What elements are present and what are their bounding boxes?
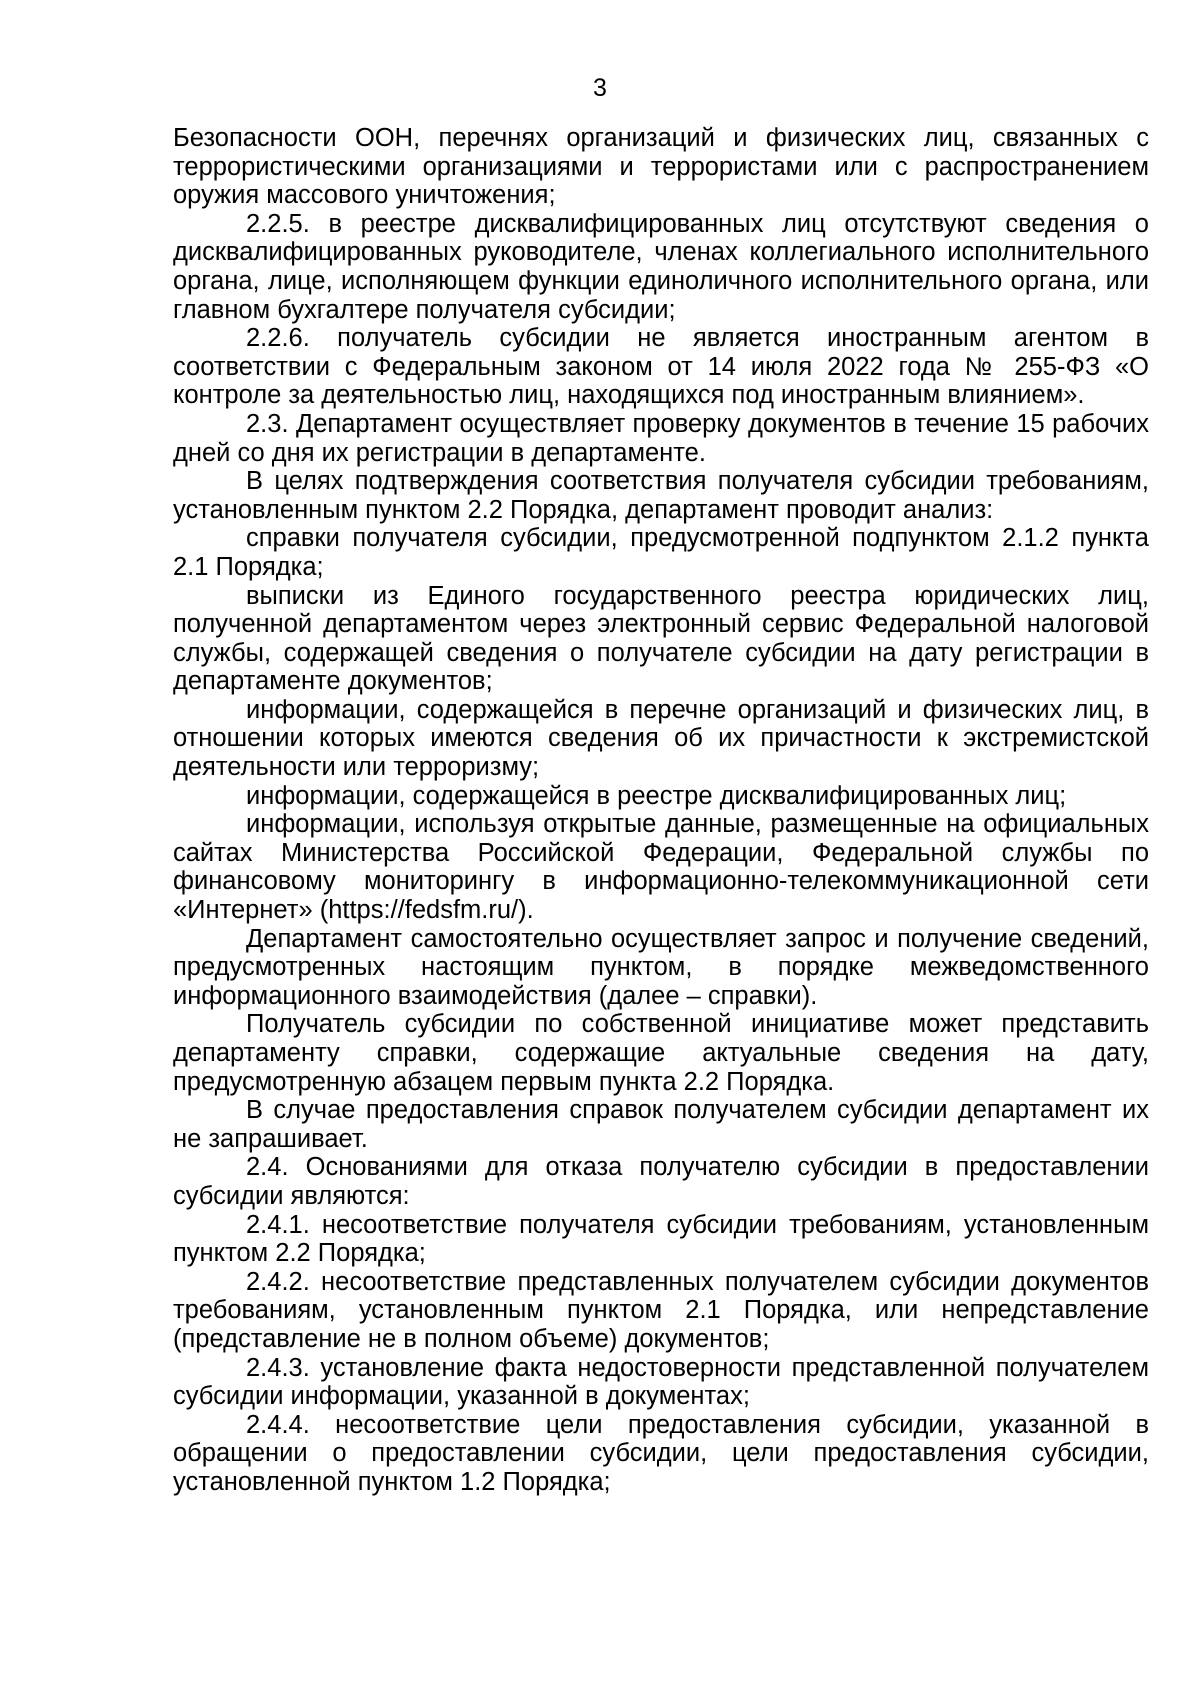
paragraph-2-3: 2.3. Департамент осуществляет проверку документов в течение 15 рабочих дней со дня их регистрации в департаменте. (173, 409, 1149, 467)
paragraph-2-4-1: 2.4.1. несоответствие получателя субсидии требованиям, установленным пунктом 2.2 Порядка; (173, 1210, 1149, 1268)
paragraph-2-4-4: 2.4.4. несоответствие цели предоставления субсидии, указанной в обращении о предоставлении субсидии, цели предоставления субсидии, установленной пунктом 1.2 Порядка; (173, 1410, 1149, 1496)
paragraph-2-4-3: 2.4.3. установление факта недостоверности представленной получателем субсидии информации, указанной в документах; (173, 1353, 1149, 1411)
paragraph-certificate: справки получателя субсидии, предусмотренной подпунктом 2.1.2 пункта 2.1 Порядка; (173, 524, 1149, 581)
paragraph-continuation: Безопасности ООН, перечнях организаций и физических лиц, связанных с террористическими организациями и террористами или с распространением оружия массового уничтожения; (173, 124, 1149, 210)
paragraph-interagency-request: Департамент самостоятельно осуществляет запрос и получение сведений, предусмотренных настоящим пунктом, в порядке межведомственного информационного взаимодействия (далее – справки). (173, 924, 1149, 1010)
paragraph-analysis-intro: В целях подтверждения соответствия получателя субсидии требованиям, установленным пунктом 2.2 Порядка, департамент проводит анализ: (173, 467, 1149, 524)
page-number: 3 (593, 74, 607, 102)
paragraph-2-4-2: 2.4.2. несоответствие представленных получателем субсидии документов требованиям, установленным пунктом 2.1 Порядка, или непредставление (представление не в полном объеме) документов; (173, 1267, 1149, 1353)
paragraph-no-request: В случае предоставления справок получателем субсидии департамент их не запрашивает. (173, 1096, 1149, 1153)
paragraph-2-4: 2.4. Основаниями для отказа получателю субсидии в предоставлении субсидии являются: (173, 1153, 1149, 1210)
paragraph-2-2-6: 2.2.6. получатель субсидии не является иностранным агентом в соответствии с Федеральным законом от 14 июля 2022 года № 255-ФЗ «О контроле за деятельностью лиц, находящихся под иностранным влиянием». (173, 324, 1149, 410)
paragraph-extremism-list: информации, содержащейся в перечне организаций и физических лиц, в отношении которых имеются сведения об их причастности к экстремистской деятельности или терроризму; (173, 695, 1149, 782)
document-body (173, 124, 1149, 1497)
paragraph-2-2-5: 2.2.5. в реестре дисквалифицированных лиц отсутствуют сведения о дисквалифицированных руководителе, членах коллегиального исполнительного органа, лице, исполняющем функции единоличного исполнительного органа, или главном бухгалтере получателя субсидии; (173, 209, 1149, 324)
paragraph-egrul-extract: выписки из Единого государственного реестра юридических лиц, полученной департаментом через электронный сервис Федеральной налоговой службы, содержащей сведения о получателе субсидии на дату регистрации в департаменте документов; (173, 581, 1149, 696)
paragraph-open-data: информации, используя открытые данные, размещенные на официальных сайтах Министерства Российской Федерации, Федеральной службы по финансовому мониторингу в информационно-телекоммуникационной сети «Интернет» (https://fedsfm.ru/). (173, 810, 1149, 925)
paragraph-own-initiative: Получатель субсидии по собственной инициативе может представить департаменту справки, содержащие актуальные сведения на дату, предусмотренную абзацем первым пункта 2.2 Порядка. (173, 1010, 1149, 1096)
paragraph-disqualified-registry: информации, содержащейся в реестре дисквалифицированных лиц; (246, 781, 1067, 810)
